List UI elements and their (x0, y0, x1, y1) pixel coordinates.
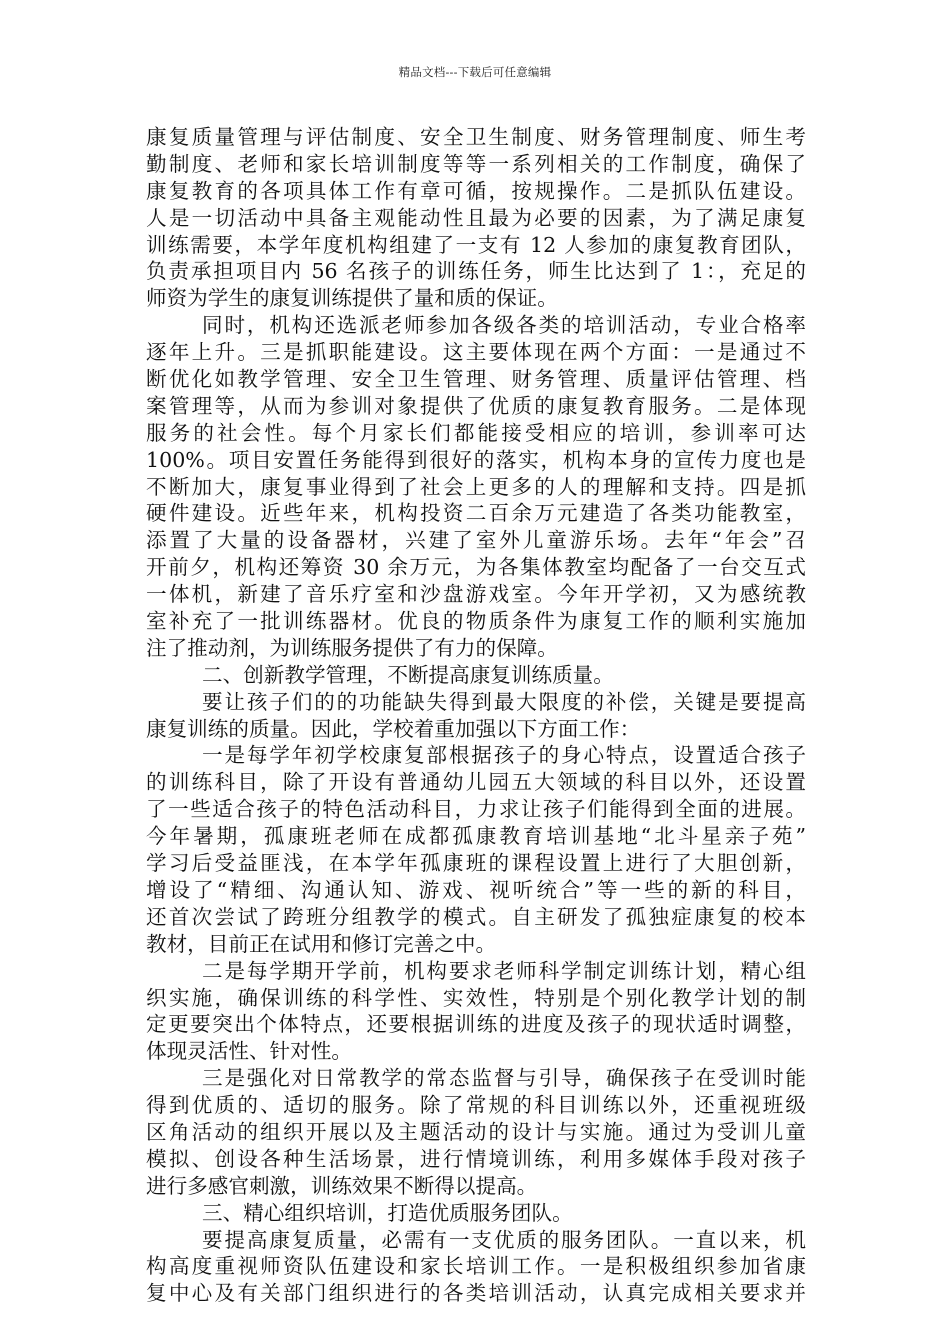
text-line: 定更要突出个体特点，还要根据训练的进度及孩子的现状适时调整， (146, 1012, 806, 1037)
text-line: 训练需要，本学年度机构组建了一支有 12 人参加的康复教育团队， (146, 232, 806, 257)
text-line: 二、创新教学管理，不断提高康复训练质量。 (202, 662, 614, 687)
text-line: 体现灵活性、针对性。 (146, 1039, 352, 1064)
text-line: 要让孩子们的的功能缺失得到最大限度的补偿，关键是要提高 (202, 689, 806, 714)
text-line: 服务的社会性。每个月家长们都能接受相应的培训，参训率可达 (146, 420, 806, 445)
text-line: 康复教育的各项具体工作有章可循，按规操作。二是抓队伍建设。 (146, 178, 806, 203)
text-line: 一是每学年初学校康复部根据孩子的身心特点，设置适合孩子 (202, 743, 806, 768)
text-line: 的训练科目，除了开设有普通幼儿园五大领域的科目以外，还设置 (146, 770, 806, 795)
text-line: 二是每学期开学前，机构要求老师科学制定训练计划，精心组 (202, 958, 806, 983)
text-line: 构高度重视师资队伍建设和家长培训工作。一是积极组织参加省康 (146, 1254, 806, 1279)
text-line: 负责承担项目内 56 名孩子的训练任务，师生比达到了 1：，充足的 (146, 259, 806, 284)
text-line: 复中心及有关部门组织进行的各类培训活动，认真完成相关要求并 (146, 1281, 806, 1306)
text-line: 同时，机构还选派老师参加各级各类的培训活动，专业合格率 (202, 313, 806, 338)
text-line: 模拟、创设各种生活场景，进行情境训练，利用多媒体手段对孩子 (146, 1146, 806, 1171)
text-line: 要提高康复质量，必需有一支优质的服务团队。一直以来，机 (202, 1227, 806, 1252)
text-line: 织实施，确保训练的科学性、实效性，特别是个别化教学计划的制 (146, 985, 806, 1010)
text-line: 学习后受益匪浅，在本学年孤康班的课程设置上进行了大胆创新， (146, 851, 806, 876)
text-line: 还首次尝试了跨班分组教学的模式。自主研发了孤独症康复的校本 (146, 904, 806, 929)
text-line: 一体机，新建了音乐疗室和沙盘游戏室。今年开学初，又为感统教 (146, 582, 806, 607)
text-line: 康复质量管理与评估制度、安全卫生制度、财务管理制度、师生考 (146, 125, 806, 149)
text-line: 勤制度、老师和家长培训制度等等一系列相关的工作制度，确保了 (146, 151, 806, 176)
text-line: 100%。项目安置任务能得到很好的落实，机构本身的宣传力度也是 (146, 447, 806, 472)
document-body (146, 124, 806, 1307)
text-line: 不断加大，康复事业得到了社会上更多的人的理解和支持。四是抓 (146, 474, 806, 499)
text-line: 师资为学生的康复训练提供了量和质的保证。 (146, 286, 558, 311)
text-line: 案管理等，从而为参训对象提供了优质的康复教育服务。二是体现 (146, 393, 806, 418)
text-line: 三、精心组织培训，打造优质服务团队。 (202, 1200, 573, 1225)
text-line: 逐年上升。三是抓职能建设。这主要体现在两个方面：一是通过不 (146, 340, 806, 365)
text-line: 添置了大量的设备器材，兴建了室外儿童游乐场。去年“年会”召 (146, 528, 806, 553)
text-line: 注了推动剂，为训练服务提供了有力的保障。 (146, 635, 558, 660)
text-line: 区角活动的组织开展以及主题活动的设计与实施。通过为受训儿童 (146, 1119, 806, 1144)
text-line: 康复训练的质量。因此，学校着重加强以下方面工作： (146, 716, 641, 741)
text-line: 断优化如教学管理、安全卫生管理、财务管理、质量评估管理、档 (146, 367, 806, 392)
text-line: 增设了“精细、沟通认知、游戏、视听统合”等一些的新的科目， (146, 877, 806, 902)
text-line: 室补充了一批训练器材。优良的物质条件为康复工作的顺利实施加 (146, 609, 806, 634)
text-line: 得到优质的、适切的服务。除了常规的科目训练以外，还重视班级 (146, 1093, 806, 1118)
text-line: 硬件建设。近些年来，机构投资二百余万元建造了各类功能教室， (146, 501, 806, 526)
text-line: 开前夕，机构还筹资 30 余万元，为各集体教室均配备了一台交互式 (146, 555, 806, 580)
page-header: 精品文档---下载后可任意编辑 (398, 65, 552, 79)
text-line: 进行多感官刺激，训练效果不断得以提高。 (146, 1173, 538, 1198)
text-line: 了一些适合孩子的特色活动科目，力求让孩子们能得到全面的进展。 (146, 797, 806, 822)
text-line: 教材，目前正在试用和修订完善之中。 (146, 931, 497, 956)
text-line: 人是一切活动中具备主观能动性且最为必要的因素，为了满足康复 (146, 205, 806, 230)
text-line: 三是强化对日常教学的常态监督与引导，确保孩子在受训时能 (202, 1066, 806, 1091)
text-line: 今年暑期，孤康班老师在成都孤康教育培训基地“北斗星亲子苑” (146, 824, 806, 849)
